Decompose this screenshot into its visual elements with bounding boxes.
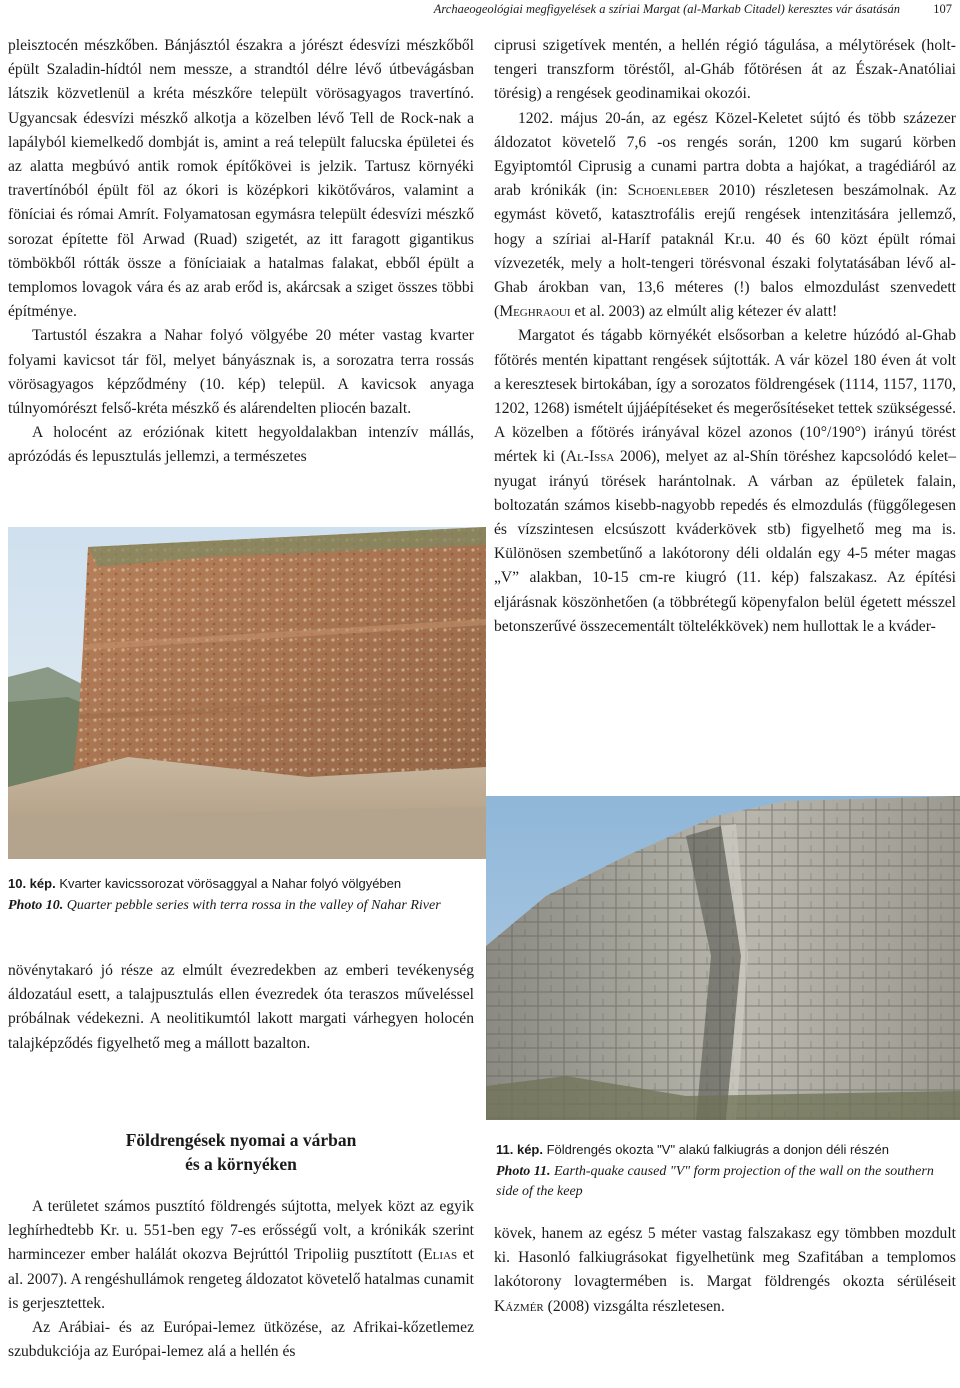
figure-label: 11. kép. bbox=[496, 1142, 543, 1157]
section-heading-line2: és a környéken bbox=[185, 1154, 297, 1174]
caption-photo-11 bbox=[496, 1140, 956, 1202]
page-number: 107 bbox=[933, 2, 952, 16]
paragraph: Margatot és tágabb környékét elsősorban a keletre húzódó al-Ghab főtörés mentén kipattant rengések sújtották. A vár közel 180 éven át volt a keresztesek birtokában, így a sorozatos földrengések (1114, 1157, 1170, 1202, 1268) ismételt újjáépítéseket és megerősítéseket tettek szükségessé. A közelben a főtörés irányával közel azonos (10°/190°) irányú törést mértek ki (Al-Issa 2006), melyet az al-Shín töréshez kapcsolódó kelet–nyugat irányú törések harántolnak. A várban az épületek falain, boltozatán számos kisebb-nagyobb repedés és elmozdulás (függőlegesen és vízszintesen elcsúszott kváderkövek stb) figyelhető meg ma is. Különösen szembetűnő a lakótorony déli oldalán egy 4-5 méter magas „V” alakban, 10-15 cm-re kiugró (11. kép) falszakasz. Az építési eljárásnak köszönhetően (a többrétegű köpenyfalon belül égetett mésszel betonszerűvé összecementált töltelékkövek) nem hullottak le a kváder- bbox=[494, 327, 956, 635]
quarry-image bbox=[8, 527, 486, 859]
wall-image bbox=[486, 796, 960, 1120]
left-column-text bbox=[8, 34, 474, 470]
caption-photo-10 bbox=[8, 874, 474, 916]
paragraph: pleisztocén mészkőben. Bánjásztól északra a jórészt édesvízi mészkőből épült Szaladin-hídtól nem messze, a strandtól délre lévő útbevágásban látszik közvetlenül a kréta mészkőre települt vörösagyagos travertínó. Ugyancsak édesvízi mészkő alkotja a közelben lévő Tell de Rock-nak a lapályból kiemelkedő dombját is, amint a reá települt falucska épületei és az alatta megbúvó antik romok építőkövei is jelzik. Tartusz környéki travertínóból épült föl az ókori is középkori kikötőváros, valamint a föníciai és római Amrít. Folyamatosan egymásra települt édesvízi mészkő sorozat építette föl Arwad (Ruad) szigetét, az itt faragott gigantikus tömbökből rótták össze a föníciaiak a hatalmas falakat, ebből épült a templomos lovagok vára és az arab erőd is, akárcsak a sziget összes többi építménye. bbox=[8, 37, 474, 321]
paragraph: A területet számos pusztító földrengés sújtotta, melyek közt az egyik leghírhedtebb Kr. u. 551-ben egy 7-es erősségű volt, a krónikák szerint harmincezer ember halálát okozva Bejrúttól Tripoliig pusztított (Elias et al. 2007). A rengéshullámok rengeteg áldozatot követelő hatalmas cunamit is gerjesztettek. bbox=[8, 1198, 475, 1312]
paragraph: A holocént az eróziónak kitett hegyoldalakban intenzív mállás, aprózódás és lepusztulás jellemzi, a természetes bbox=[8, 424, 474, 466]
section-body bbox=[8, 1195, 474, 1364]
photo-gravel-quarry bbox=[8, 527, 486, 859]
author-name: Elias bbox=[423, 1246, 458, 1264]
author-name: Al-Issa bbox=[565, 448, 615, 466]
author-name: Meghraoui bbox=[499, 303, 571, 321]
figure-label: Photo 11. bbox=[496, 1164, 551, 1179]
caption-hu-text: Földrengés okozta "V" alakú falkiugrás a donjon déli részén bbox=[546, 1142, 889, 1157]
section-heading-line1: Földrengések nyomai a várban bbox=[125, 1130, 357, 1150]
running-header bbox=[8, 0, 952, 22]
paragraph: Az Arábiai- és az Európai-lemez ütközése, az Afrikai-kőzetlemez szubdukciója az Európai-lemez alá a hellén és bbox=[8, 1319, 474, 1361]
author-name: Schoenleber bbox=[627, 182, 710, 200]
right-column-text bbox=[494, 34, 956, 639]
caption-en bbox=[496, 1162, 956, 1202]
right-column-lower-text bbox=[494, 1222, 956, 1319]
paragraph: kövek, hanem az egész 5 méter vastag falszakasz egy tömbben mozdult ki. Hasonló falkiugrásokat figyelhetünk meg Szafitában a templomos lakótorony lovagtermében is. Margat földrengés okozta sérüléseit Kázmér (2008) vizsgálta részletesen. bbox=[494, 1225, 956, 1315]
left-column-lower-text bbox=[8, 959, 474, 1056]
caption-hu bbox=[8, 874, 474, 894]
paragraph: ciprusi szigetívek mentén, a hellén régió tágulása, a mélytörések (holt-tengeri transzform töréstől, al-Gháb főtörésen át az Észak-Anatóliai törésig) a rengések geodinamikai okozói. bbox=[494, 37, 956, 103]
caption-en bbox=[8, 896, 474, 916]
paragraph: Tartustól északra a Nahar folyó völgyébe 20 méter vastag kvarter folyami kavicsot tár föl, melyet bányásznak is, a sorozatra terra rossás vörösagyagos képződmény (10. kép) települ. A kavicsok anyaga túlnyomórészt felső-kréta mészkő és alárendelten pliocén bazalt. bbox=[8, 327, 474, 418]
running-title: Archaeogeológiai megfigyelések a szíriai Margat (al-Markab Citadel) keresztes vár ásatásán bbox=[433, 2, 900, 16]
figure-label: 10. kép. bbox=[8, 876, 56, 891]
author-name: Kázmér bbox=[494, 1297, 544, 1315]
paragraph: 1202. május 20-án, az egész Közel-Keletet sújtó és több százezer áldozatot követelő 7,6 -os rengés során, 1200 km sugarú körben Egyiptomtól Ciprusig a cunami partra dobta a hajókat, a tragédiáról az arab krónikák (in: Schoenleber 2010) részletesen beszámolnak. Az egymást követő, katasztrofális erejű rengések intenzitására jellemző, hogy a szíriai al-Haríf pataknál Kr.u. 40 és 60 közt épült római vízvezeték, mely a holt-tengeri törésvonal északi folytatásában lévő al-Ghab árokban van, 13,6 méteres (!) balos elmozdulást szenvedett (Meghraoui et al. 2003) az elmúlt alig kétezer év alatt! bbox=[494, 109, 956, 321]
photo-wall-v-projection bbox=[486, 796, 960, 1120]
figure-label: Photo 10. bbox=[8, 898, 64, 913]
caption-en-text: Quarter pebble series with terra rossa in the valley of Nahar River bbox=[66, 898, 441, 913]
paragraph: növénytakaró jó része az elmúlt évezredekben az emberi tevékenység áldozatául esett, a talajpusztulás ellen évezredek óta teraszos műveléssel próbálnak védekezni. A neolitikumtól lakott margati várhegyen holocén talajképződés figyelhető meg a mállott bazalton. bbox=[8, 962, 474, 1052]
caption-hu bbox=[496, 1140, 956, 1160]
caption-en-text: Earth-quake caused "V" form projection of the wall on the southern side of the keep bbox=[496, 1164, 934, 1199]
caption-hu-text: Kvarter kavicssorozat vörösaggyal a Nahar folyó völgyében bbox=[59, 876, 402, 891]
section-heading bbox=[8, 1128, 474, 1176]
